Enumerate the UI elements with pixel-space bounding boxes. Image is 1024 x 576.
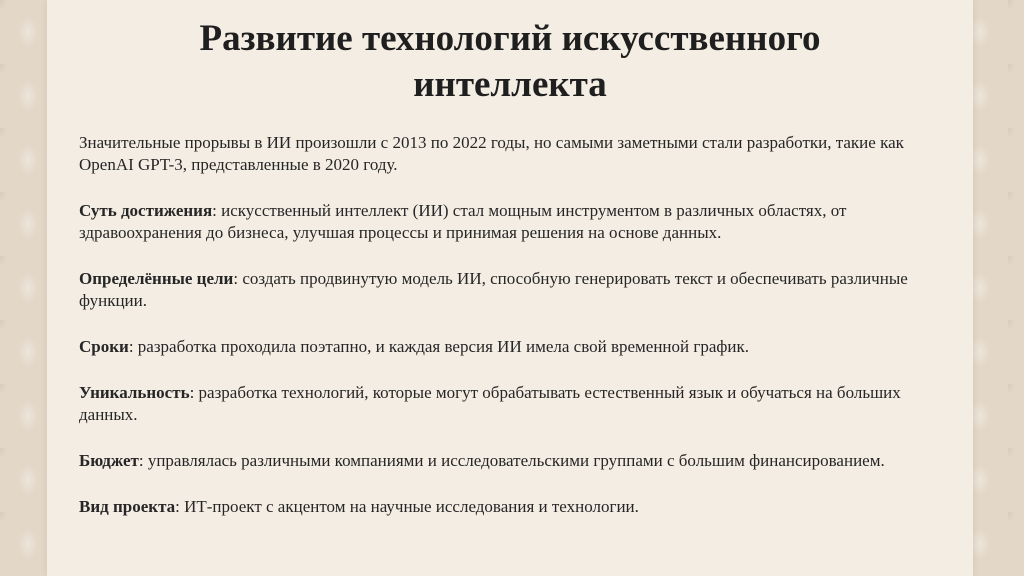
item-budget [79, 450, 949, 472]
item-label: Сроки [79, 337, 129, 356]
slide-panel [47, 0, 973, 576]
item-text: : создать продвинутую модель ИИ, способную генерировать текст и обеспечивать различные функции. [79, 269, 908, 310]
item-uniqueness [79, 382, 949, 426]
item-label: Определённые цели [79, 269, 234, 288]
item-label: Бюджет [79, 451, 139, 470]
item-text: : разработка проходила поэтапно, и каждая версия ИИ имела свой временной график. [128, 337, 750, 356]
slide-content [79, 132, 949, 542]
intro-paragraph: Значительные прорывы в ИИ произошли с 2013 по 2022 годы, но самыми заметными стали разработки, такие как OpenAI GPT-3, представленные в 2020 году. [79, 133, 904, 174]
item-label: Суть достижения [79, 201, 213, 220]
item-label: Вид проекта [79, 497, 176, 516]
item-timeline [79, 336, 949, 358]
item-text: : ИТ-проект с акцентом на научные исследования и технологии. [175, 497, 639, 516]
item-text: : разработка технологий, которые могут обрабатывать естественный язык и обучаться на больших данных. [79, 383, 901, 424]
item-label: Уникальность [79, 383, 190, 402]
item-text: : управлялась различными компаниями и исследовательскими группами с большим финансированием. [138, 451, 885, 470]
item-project-type [79, 496, 949, 518]
slide-title: Развитие технологий искусственного интеллекта [199, 18, 821, 105]
item-essence [79, 200, 949, 244]
item-text: : искусственный интеллект (ИИ) стал мощным инструментом в различных областях, от здравоохранения до бизнеса, улучшая процессы и принимая решения на основе данных. [79, 201, 847, 242]
item-goals [79, 268, 949, 312]
